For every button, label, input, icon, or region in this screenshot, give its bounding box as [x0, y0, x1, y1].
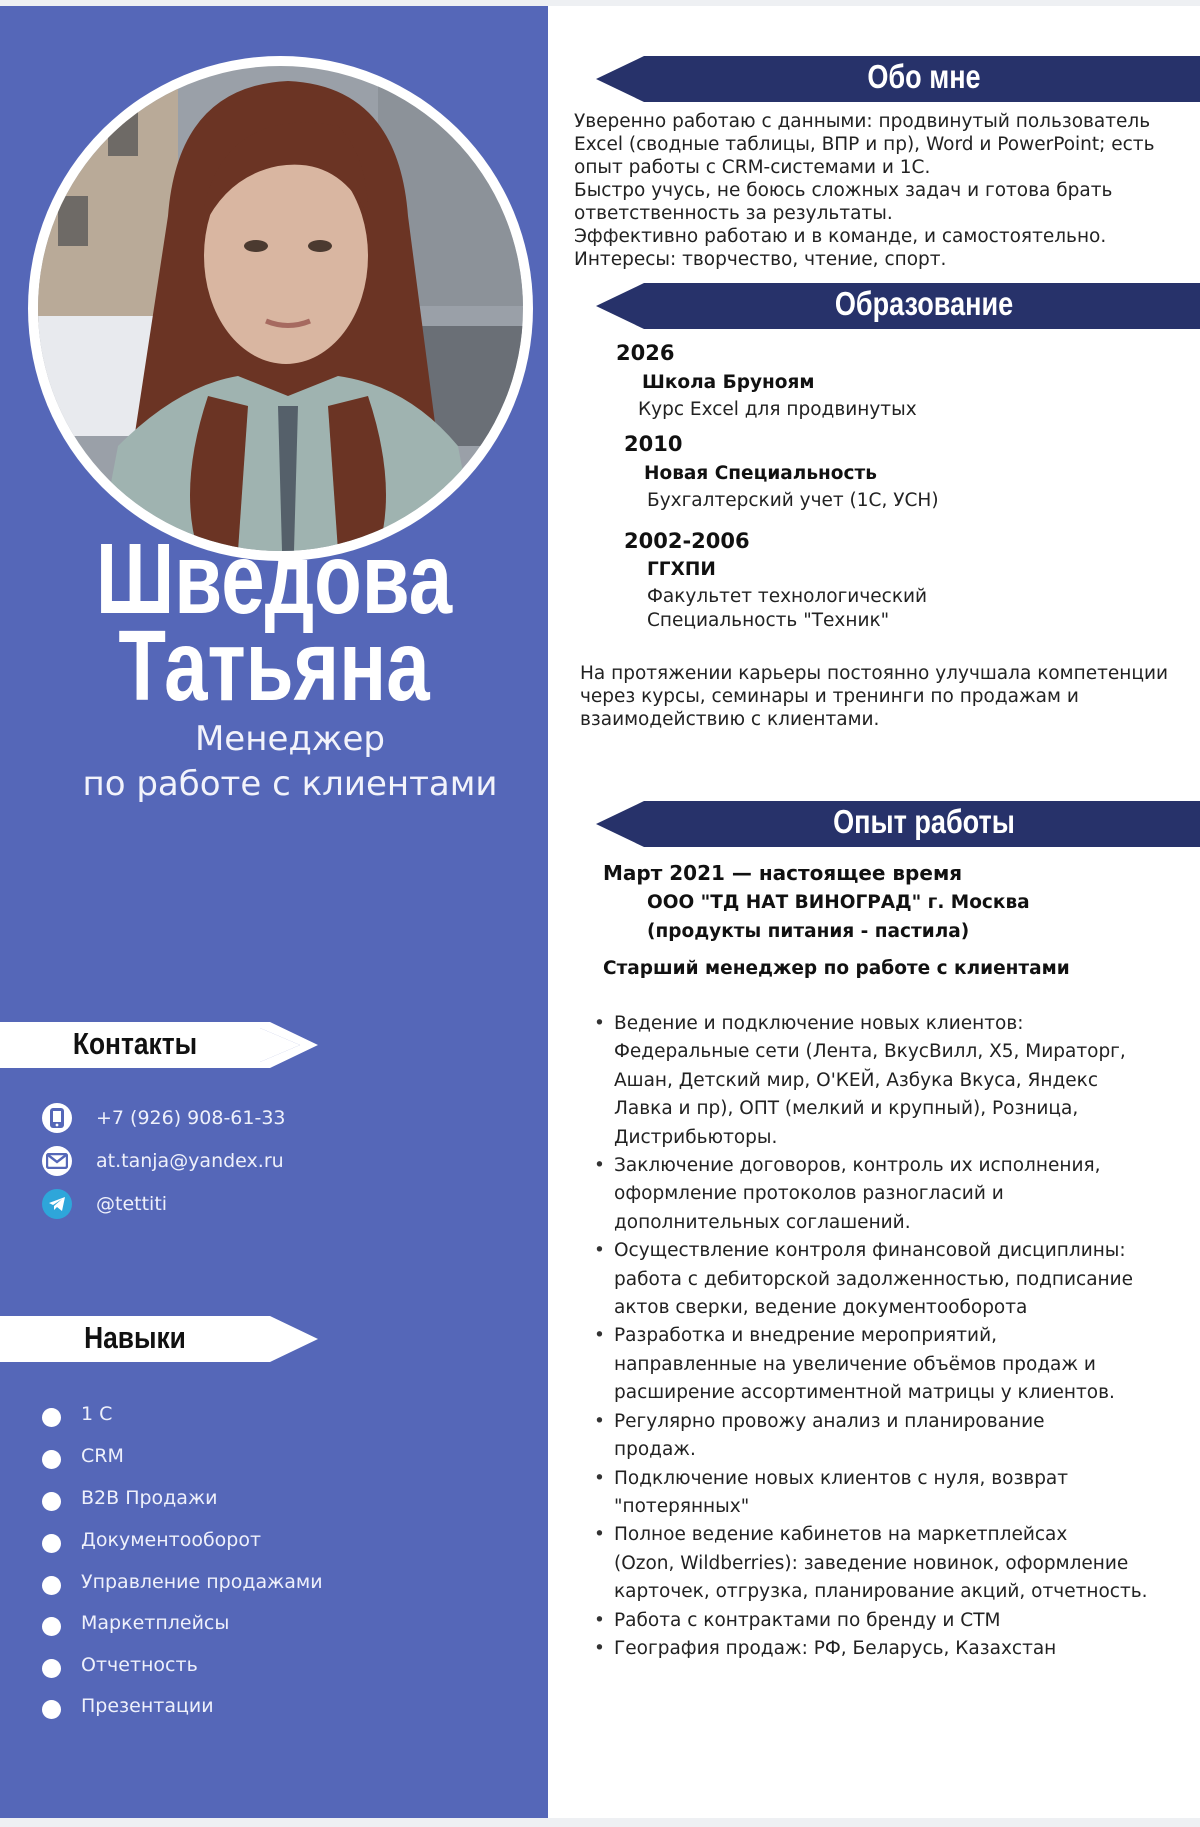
list-item: • Заключение договоров, контроль их исполнения, оформление протоколов разногласий и дополнительных соглашений. — [592, 1152, 1148, 1237]
experience-bullets — [592, 1010, 1148, 1663]
skill-item: CRM — [42, 1442, 124, 1470]
skill-item: 1 С — [42, 1400, 112, 1428]
experience-position: Старший менеджер по работе с клиентами — [603, 958, 1070, 979]
edu-detail: Бухгалтерский учет (1С, УСН) — [647, 490, 939, 511]
skill-item: Документооборот — [42, 1526, 261, 1554]
list-item: • Полное ведение кабинетов на маркетплейсах (Ozon, Wildberries): заведение новинок, оформление карточек, отгрузка, планирование акций, отчетность. — [592, 1521, 1148, 1606]
experience-period: Март 2021 — настоящее время — [603, 861, 963, 885]
edu-detail: Специальность "Техник" — [647, 610, 890, 631]
edu-school: ГГХПИ — [647, 559, 716, 580]
about-banner — [596, 56, 1200, 102]
about-text: Уверенно работаю с данными: продвинутый пользователь Excel (сводные таблицы, ВПР и пр), Word и PowerPoint; есть опыт работы с CRM-системами и 1С. Быстро учусь, не боюсь сложных задач и готова брать ответственность за результаты. Эффективно работаю и в команде, и самостоятельно. Интересы: творчество, чтение, спорт. — [574, 111, 1155, 270]
skills-title: Навыки — [84, 1320, 186, 1355]
bullet-dot-icon — [42, 1576, 61, 1595]
edu-year: 2026 — [616, 341, 675, 365]
edu-school: Новая Специальность — [644, 463, 877, 484]
experience-title: Опыт работы — [833, 803, 1015, 840]
education-title: Образование — [834, 285, 1014, 322]
bullet-dot-icon — [42, 1492, 61, 1511]
experience-company: ООО "ТД НАТ ВИНОГРАД" г. Москва — [647, 892, 1030, 913]
experience-banner — [596, 801, 1200, 847]
skill-item: B2B Продажи — [42, 1484, 217, 1512]
education-note: На протяжении карьеры постоянно улучшала компетенции через курсы, семинары и тренинги по продажам и взаимодействию с клиентами. — [580, 663, 1169, 730]
bullet-dot-icon — [42, 1534, 61, 1553]
name-second-line: Татьяна — [118, 610, 430, 722]
skill-item: Управление продажами — [42, 1568, 323, 1596]
contacts-ribbon — [0, 1022, 322, 1068]
edu-detail: Факультет технологический — [647, 586, 928, 607]
bullet-dot-icon — [42, 1659, 61, 1678]
list-item: • Ведение и подключение новых клиентов: Федеральные сети (Лента, ВкусВилл, Х5, Мираторг, Ашан, Детский мир, О'КЕЙ, Азбука Вкуса, Яндекс Лавка и пр), ОПТ (мелкий и крупный), Розница, Дистрибьюторы. — [592, 1010, 1148, 1152]
bottom-strip — [0, 1818, 1200, 1827]
contact-telegram[interactable] — [42, 1188, 167, 1220]
bullet-dot-icon — [42, 1450, 61, 1469]
contact-telegram-text: @tettiti — [96, 1193, 168, 1215]
sidebar — [0, 6, 548, 1818]
role-line-2: по работе с клиентами — [82, 764, 498, 804]
list-item: • Работа с контрактами по бренду и СТМ — [592, 1607, 1148, 1635]
education-banner — [596, 283, 1200, 329]
bullet-dot-icon — [42, 1617, 61, 1636]
edu-year: 2010 — [624, 432, 683, 456]
skill-item: Отчетность — [42, 1651, 198, 1679]
skill-item: Маркетплейсы — [42, 1609, 229, 1637]
list-item: • Подключение новых клиентов с нуля, возврат "потерянных" — [592, 1465, 1148, 1522]
contact-email[interactable] — [42, 1145, 284, 1177]
telegram-icon — [42, 1189, 72, 1219]
contact-phone-text: +7 (926) 908-61-33 — [96, 1107, 286, 1129]
contact-phone[interactable] — [42, 1102, 286, 1134]
edu-year: 2002-2006 — [624, 529, 750, 553]
email-icon — [42, 1146, 72, 1176]
list-item: • Осуществление контроля финансовой дисциплины: работа с дебиторской задолженностью, подписание актов сверки, ведение документооборота — [592, 1237, 1148, 1322]
experience-industry: (продукты питания - пастила) — [647, 921, 970, 942]
skills-ribbon — [0, 1316, 322, 1362]
bullet-dot-icon — [42, 1700, 61, 1719]
list-item: • География продаж: РФ, Беларусь, Казахстан — [592, 1635, 1148, 1663]
name-first-line: Шведова — [95, 523, 453, 635]
list-item: • Регулярно провожу анализ и планирование продаж. — [592, 1408, 1148, 1465]
edu-detail: Курс Excel для продвинутых — [638, 399, 917, 420]
profile-photo — [28, 56, 533, 561]
contact-email-text: at.tanja@yandex.ru — [96, 1150, 284, 1172]
list-item: • Разработка и внедрение мероприятий, направленные на увеличение объёмов продаж и расширение ассортиментной матрицы у клиентов. — [592, 1322, 1148, 1407]
role-line-1: Менеджер — [194, 719, 386, 759]
about-title: Обо мне — [867, 58, 981, 95]
contacts-title: Контакты — [72, 1026, 198, 1061]
skill-item: Презентации — [42, 1692, 214, 1720]
edu-school: Школа Бруноям — [642, 372, 815, 393]
bullet-dot-icon — [42, 1408, 61, 1427]
phone-icon — [42, 1103, 72, 1133]
